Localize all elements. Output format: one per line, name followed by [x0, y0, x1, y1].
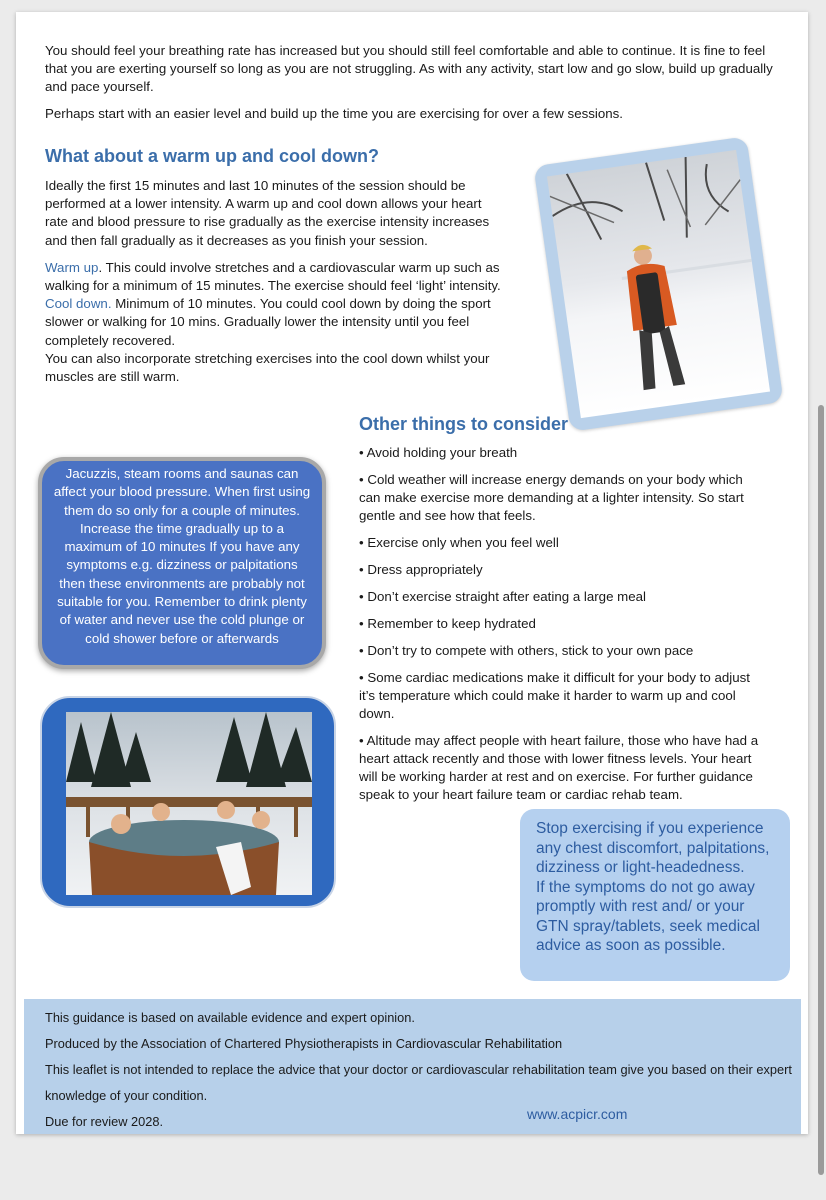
- warm-up-label: Warm up: [45, 259, 99, 275]
- spa-warning-callout: [38, 457, 326, 669]
- intro-paragraph-1: You should feel your breathing rate has increased but you should still feel comfortable and able to continue. It is fine to feel that you are exerting yourself so long as you are not struggling. As with any activity, start low and go slow, build up gradually and pace yourself.: [45, 43, 773, 94]
- scrollbar[interactable]: [818, 405, 824, 1175]
- warm-up-heading: What about a warm up and cool down?: [45, 146, 379, 166]
- hot-tub-photo: [66, 712, 312, 895]
- intro-paragraph-2: Perhaps start with an easier level and build up the time you are exercising for over a few sessions.: [45, 106, 623, 121]
- snowboarder-illustration: [547, 150, 770, 418]
- cool-down-paragraph: [45, 295, 505, 350]
- hot-tub-illustration: [66, 712, 312, 895]
- list-item: • Don’t try to compete with others, stick to your own pace: [359, 643, 694, 658]
- snowboarder-photo: [547, 150, 770, 418]
- document-page: [16, 12, 808, 1134]
- warm-up-text: . This could involve stretches and a cardiovascular warm up such as walking for a minimum of 15 minutes. The exercise should feel ‘light’ intensity.: [45, 259, 501, 294]
- other-things-list: [359, 444, 759, 813]
- stretching-paragraph: You can also incorporate stretching exercises into the cool down whilst your muscles are still warm.: [45, 350, 490, 385]
- intro-section: [45, 42, 785, 123]
- footer: [24, 999, 801, 1134]
- list-item: • Exercise only when you feel well: [359, 535, 559, 550]
- list-item: • Dress appropriately: [359, 562, 483, 577]
- warm-up-intro: Ideally the first 15 minutes and last 10 minutes of the session should be performed at a lower intensity. A warm up and cool down allows your heart rate and blood pressure to rise gradually as the exercise intensity increases and then fall gradually as it decreases as you finish your session.: [45, 178, 490, 248]
- stop-warning-text: Stop exercising if you experience any chest discomfort, palpitations, dizziness or light-headedness.: [536, 820, 770, 876]
- footer-review-date: Due for review 2028.: [45, 1114, 164, 1129]
- list-item: • Some cardiac medications make it difficult for your body to adjust it’s temperature which could make it harder to warm up and cool down.: [359, 670, 750, 721]
- snowboarder-photo-frame: [533, 136, 783, 431]
- cool-down-label: Cool down.: [45, 296, 112, 312]
- stop-exercising-callout: [520, 809, 790, 981]
- footer-website-link[interactable]: www.acpicr.com: [527, 1106, 628, 1122]
- list-item: • Cold weather will increase energy demands on your body which can make exercise more demanding at a lighter intensity. So start gentle and see how that feels.: [359, 472, 744, 523]
- list-item: • Remember to keep hydrated: [359, 616, 536, 631]
- stop-advice-text: If the symptoms do not go away promptly with rest and/ or your GTN spray/tablets, seek medical advice as soon as possible.: [536, 878, 760, 954]
- hot-tub-photo-frame: [40, 696, 336, 908]
- spa-warning-text: Jacuzzis, steam rooms and saunas can affect your blood pressure. When first using them do so only for a couple of minutes. Increase the time gradually up to a maximum of 10 minutes If you have any symptoms e.g. dizziness or palpitations then these environments are probably not suitable for you. Remember to drink plenty of water and never use the cold plunge or cold shower before or afterwards: [53, 466, 311, 646]
- footer-evidence-note: This guidance is based on available evidence and expert opinion.: [45, 1010, 415, 1025]
- list-item: • Avoid holding your breath: [359, 445, 518, 460]
- list-item: • Don’t exercise straight after eating a large meal: [359, 589, 646, 604]
- footer-disclaimer: This leaflet is not intended to replace the advice that your doctor or cardiovascular rehabilitation team give you based on their expert knowledge of your condition.: [45, 1062, 792, 1103]
- list-item: • Altitude may affect people with heart failure, those who have had a heart attack recently and those with lower fitness levels. Your heart will be working harder at rest and on exercise. For further guidance speak to your heart failure team or cardiac rehab team.: [359, 733, 759, 802]
- other-things-heading: Other things to consider: [359, 414, 569, 434]
- warm-up-section: [45, 177, 505, 386]
- warm-up-paragraph: [45, 259, 505, 295]
- cool-down-text: Minimum of 10 minutes. You could cool down by doing the sport slower or walking for 10 mins. Gradually lower the intensity until you feel completely recovered.: [45, 296, 491, 348]
- footer-producer: Produced by the Association of Chartered Physiotherapists in Cardiovascular Rehabilitation: [45, 1036, 563, 1051]
